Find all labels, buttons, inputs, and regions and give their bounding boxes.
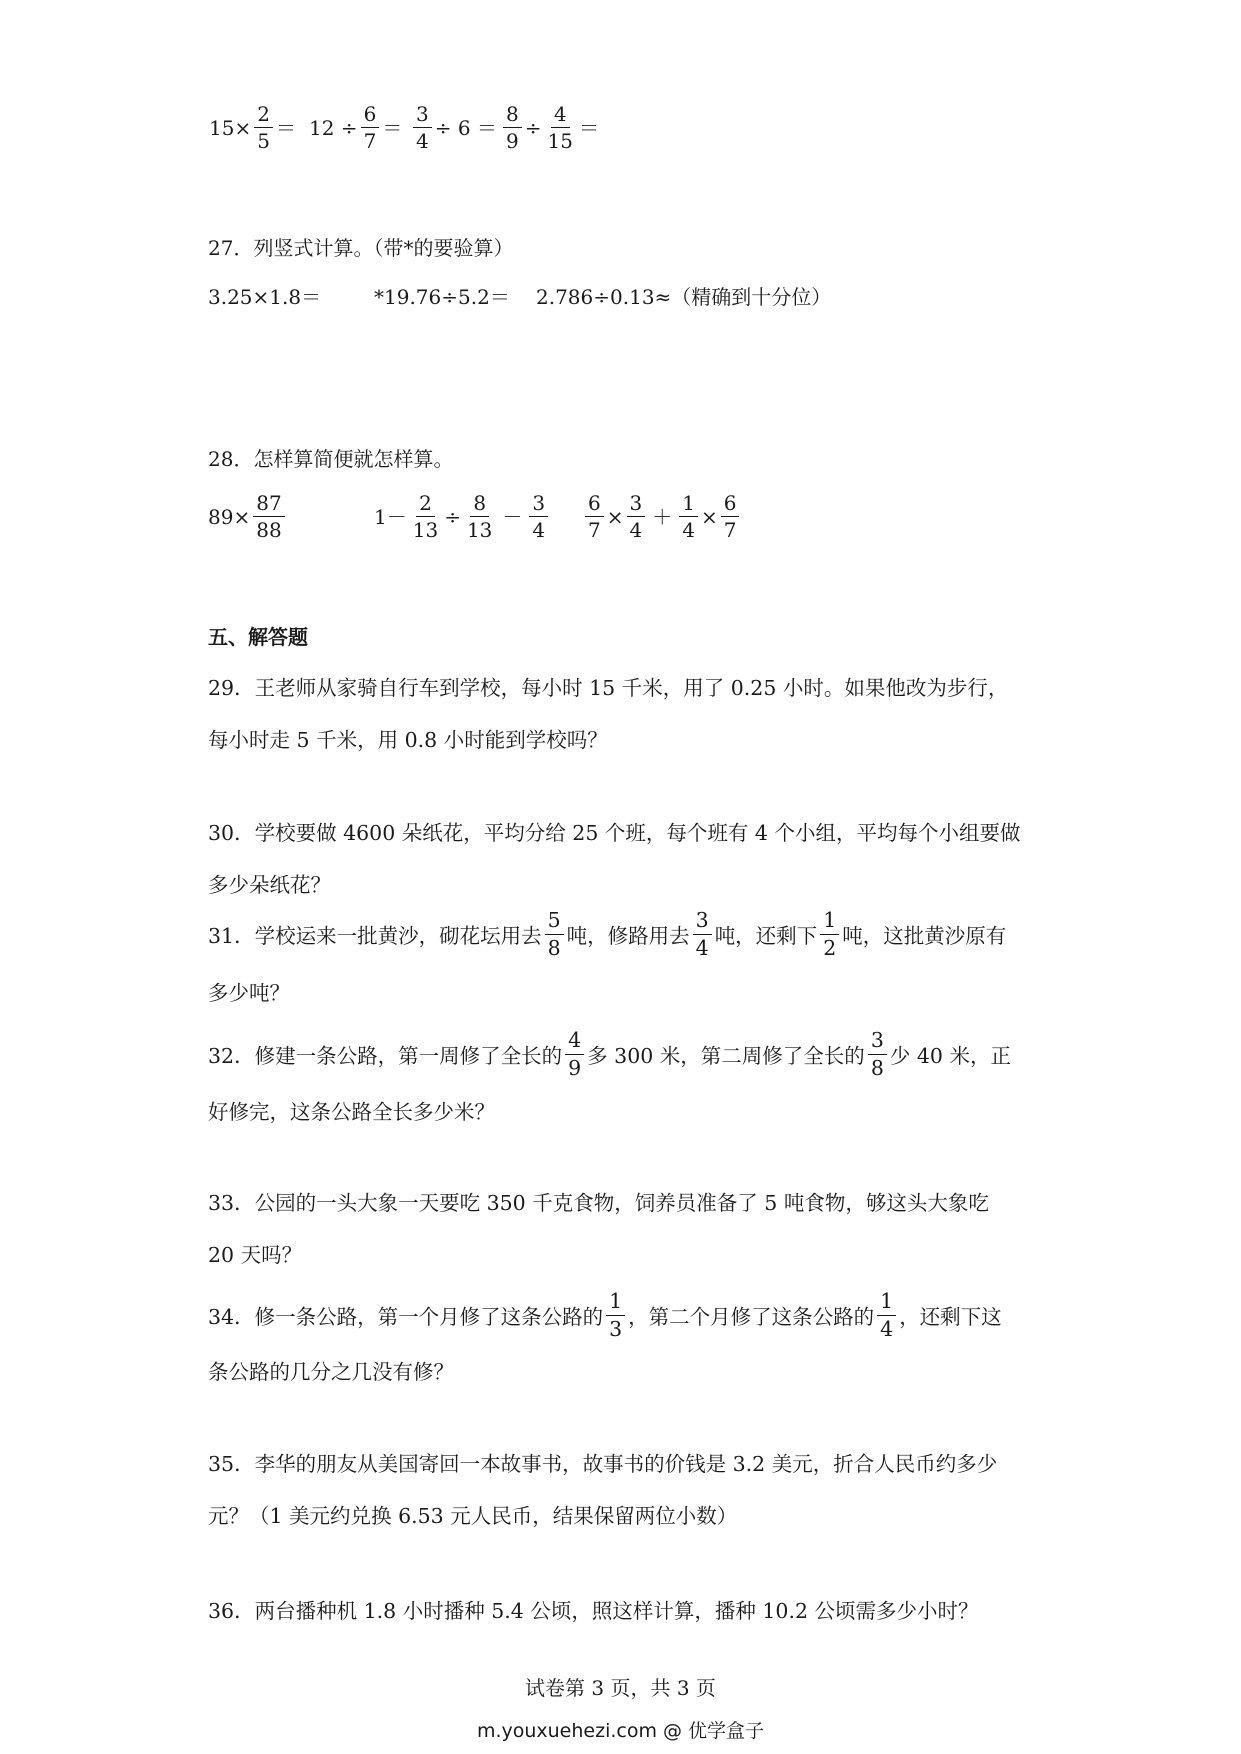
page-footer: 试卷第 3 页，共 3 页 — [525, 1676, 716, 1700]
fraction: $\frac{3}{4}$ — [627, 493, 646, 540]
q28-expr-3: $\frac{6}{7}$ × $\frac{3}{4}$ ＋ $\frac{1}{4}$ × $\frac{6}{7}$ — [582, 493, 742, 540]
q26-expr-2: 12 ÷ $\frac{6}{7}$ ＝ — [309, 102, 403, 153]
q29-line-2: 每小时走 5 千米，用 0.8 小时能到学校吗？ — [208, 728, 608, 752]
q32-line-2: 好修完，这条公路全长多少米？ — [208, 1100, 495, 1124]
site-watermark: m.youxuehezi.com @ 优学盒子 — [476, 1720, 765, 1742]
q31-line-2: 多少吨？ — [208, 981, 290, 1005]
fraction: $\frac{3}{4}$ — [693, 910, 712, 958]
q32-line-1: 32．修建一条公路，第一周修了全长的 $\frac{4}{9}$ 多 300 米，第二周修了全长的 $\frac{3}{8}$ 少 40 米，正 — [208, 1028, 1011, 1080]
q33-line-1: 33．公园的一头大象一天要吃 350 千克食物，饲养员准备了 5 吨食物，够这头大象吃 — [208, 1191, 989, 1215]
q27-expr-3: 2.786÷0.13≈（精确到十分位） — [536, 285, 832, 309]
fraction: $\frac{6}{7}$ — [721, 493, 740, 540]
q30-line-2: 多少朵纸花？ — [208, 873, 331, 897]
q33-line-2: 20 天吗？ — [208, 1243, 303, 1267]
q26-expr-1: 15× $\frac{2}{5}$ ＝ — [209, 102, 296, 153]
fraction: $\frac{6}{7}$ — [585, 493, 604, 540]
fraction: $\frac{6}{7}$ — [361, 104, 380, 151]
fraction: $\frac{8}{9}$ — [503, 104, 522, 151]
q26-expr-3: $\frac{3}{4}$ ÷ 6 ＝ — [410, 104, 497, 151]
fraction: $\frac{2}{5}$ — [254, 104, 273, 151]
fraction: $\frac{1}{3}$ — [606, 1291, 625, 1339]
fraction: $\frac{8}{13}$ — [466, 491, 493, 542]
fraction: $\frac{5}{8}$ — [545, 910, 564, 958]
q26-expr-4: $\frac{8}{9}$ ÷ $\frac{4}{15}$ ＝ — [500, 104, 599, 151]
q27-title: 27．列竖式计算。（带*的要验算） — [208, 236, 514, 260]
fraction: $\frac{2}{13}$ — [412, 491, 439, 542]
fraction: $\frac{1}{4}$ — [877, 1291, 896, 1339]
q30-line-1: 30．学校要做 4600 朵纸花，平均分给 25 个班，每个班有 4 个小组，平均每个小组要做 — [208, 821, 1021, 845]
fraction: $\frac{1}{4}$ — [679, 493, 698, 540]
fraction: $\frac{3}{4}$ — [529, 493, 548, 540]
fraction: $\frac{3}{8}$ — [868, 1030, 887, 1078]
fraction: $\frac{3}{4}$ — [413, 104, 432, 151]
q27-expr-2: *19.76÷5.2＝ — [374, 285, 510, 309]
fraction: $\frac{87}{88}$ — [253, 493, 284, 540]
q34-line-2: 条公路的几分之几没有修？ — [208, 1360, 454, 1384]
q31-line-1: 31．学校运来一批黄沙，砌花坛用去 $\frac{5}{8}$ 吨，修路用去 $\frac{3}{4}$ 吨，还剩下 $\frac{1}{2}$ 吨，这批黄沙原有 — [208, 908, 1007, 960]
fraction: $\frac{4}{15}$ — [547, 102, 573, 153]
q28-expr-2: 1－ $\frac{2}{13}$ ÷ $\frac{8}{13}$ － $\frac{3}{4}$ — [374, 493, 551, 540]
q34-line-1: 34．修一条公路，第一个月修了这条公路的 $\frac{1}{3}$ ，第二个月修了这条公路的 $\frac{1}{4}$ ，还剩下这 — [208, 1289, 1002, 1341]
q29-line-1: 29．王老师从家骑自行车到学校，每小时 15 千米，用了 0.25 小时。如果他改为步行， — [208, 676, 1009, 700]
q35-line-1: 35．李华的朋友从美国寄回一本故事书，故事书的价钱是 3.2 美元，折合人民币约多少 — [208, 1452, 998, 1476]
q35-line-2: 元？（1 美元约兑换 6.53 元人民币，结果保留两位小数） — [208, 1504, 738, 1528]
q27-expr-1: 3.25×1.8＝ — [208, 285, 322, 309]
q28-title: 28．怎样算简便就怎样算。 — [208, 447, 454, 471]
section-heading: 五、解答题 — [208, 625, 308, 649]
fraction: $\frac{4}{9}$ — [565, 1030, 584, 1078]
fraction: $\frac{1}{2}$ — [820, 910, 839, 958]
q28-expr-1: 89× $\frac{87}{88}$ — [208, 493, 288, 540]
q36-line-1: 36．两台播种机 1.8 小时播种 5.4 公顷，照这样计算，播种 10.2 公顷需多少小时？ — [208, 1599, 979, 1623]
